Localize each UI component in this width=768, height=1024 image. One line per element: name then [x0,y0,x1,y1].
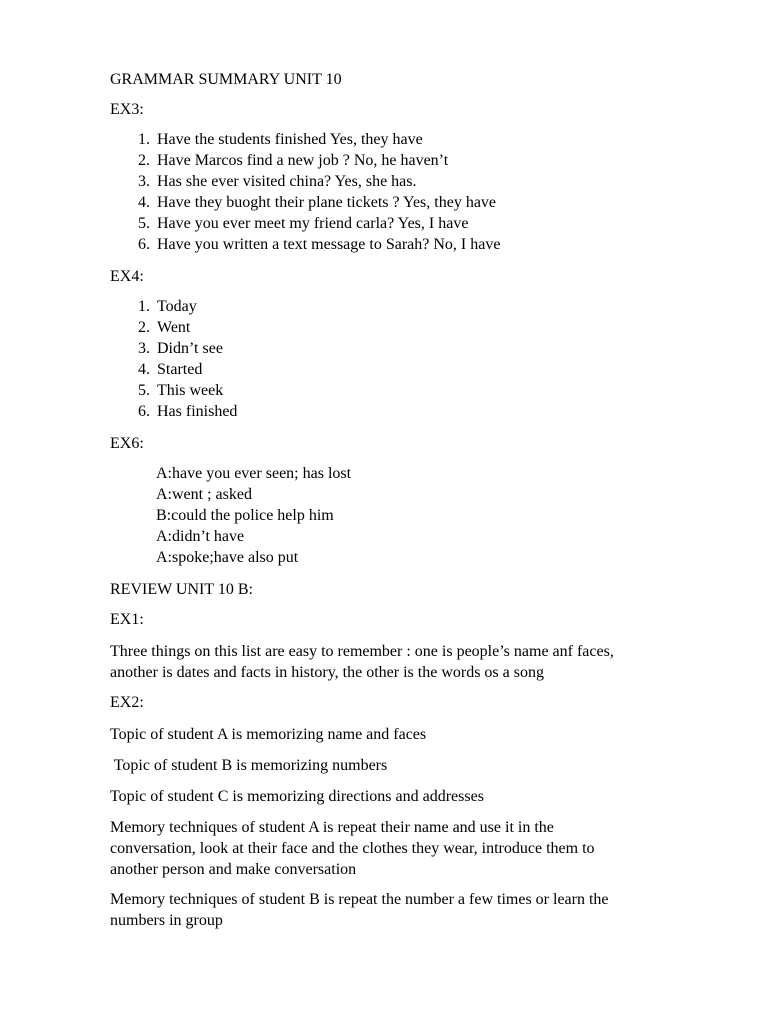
ex6-line: A:have you ever seen; has lost [156,465,352,482]
ex4-item-number: 2. [138,319,150,336]
ex3-item-text: Have the students finished Yes, they have [157,131,423,148]
ex3-item-number: 1. [138,131,150,148]
ex6-line: A:spoke;have also put [156,549,299,566]
ex4-item-number: 3. [138,340,150,357]
ex4-item-number: 4. [138,361,150,378]
ex6-line: A:didn’t have [156,528,245,545]
ex2-memory-a-line: another person and make conversation [110,861,357,878]
ex4-item-text: This week [157,382,224,399]
ex3-item-number: 3. [138,173,150,190]
ex1-line: another is dates and facts in history, the other is the words os a song [110,664,544,681]
ex4-item-text: Started [157,361,203,378]
document-title: GRAMMAR SUMMARY UNIT 10 [110,71,342,88]
ex4-item-number: 1. [138,298,150,315]
ex2-memory-b-line: Memory techniques of student B is repeat the number a few times or learn the [110,891,609,908]
ex2-memory-a-line: conversation, look at their face and the clothes they wear, introduce them to [110,840,595,857]
ex3-item-text: Have you ever meet my friend carla? Yes, I have [157,215,469,232]
ex4-item-text: Went [157,319,191,336]
ex3-item-number: 6. [138,236,150,253]
ex3-item-number: 4. [138,194,150,211]
ex2-topic-a: Topic of student A is memorizing name and faces [110,726,427,743]
ex3-item-text: Have you written a text message to Sarah? No, I have [157,236,501,253]
ex6-line: B:could the police help him [156,507,334,524]
ex4-item-text: Has finished [157,403,238,420]
ex3-item-text: Has she ever visited china? Yes, she has. [157,173,417,190]
ex2-heading: EX2: [110,694,144,711]
ex2-memory-b-line: numbers in group [110,912,223,929]
ex3-item-number: 2. [138,152,150,169]
ex3-heading: EX3: [110,101,144,118]
ex3-item-number: 5. [138,215,150,232]
ex6-line: A:went ; asked [156,486,252,503]
ex2-topic-b: Topic of student B is memorizing numbers [110,757,388,774]
review-heading: REVIEW UNIT 10 B: [110,581,253,598]
ex3-item-text: Have they buoght their plane tickets ? Yes, they have [157,194,497,211]
ex2-memory-a-line: Memory techniques of student A is repeat their name and use it in the [110,819,554,836]
ex4-item-text: Today [157,298,197,315]
ex4-item-number: 6. [138,403,150,420]
ex6-heading: EX6: [110,435,144,452]
ex3-item-text: Have Marcos find a new job ? No, he haven’t [157,152,449,169]
ex1-heading: EX1: [110,611,144,628]
ex4-item-text: Didn’t see [157,340,223,357]
ex4-item-number: 5. [138,382,150,399]
ex4-heading: EX4: [110,268,144,285]
ex2-topic-c: Topic of student C is memorizing directions and addresses [110,788,484,805]
ex1-line: Three things on this list are easy to remember : one is people’s name anf faces, [110,643,614,660]
